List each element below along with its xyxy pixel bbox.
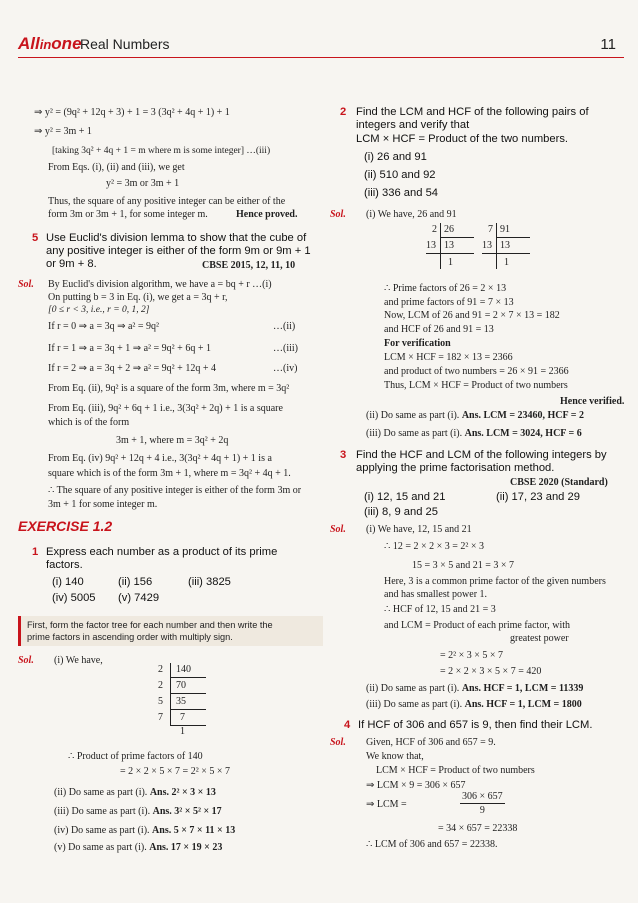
- text-line: From Eq. (ii), 9q² is a square of the form 3m, where m = 3q²: [48, 383, 290, 394]
- text-line: If r = 0 ⇒ a = 3q ⇒ a² = 9q²: [48, 321, 160, 332]
- quotient: 1: [504, 257, 509, 268]
- text-line: ⇒ LCM × 9 = 306 × 657: [366, 780, 466, 791]
- text-line: (iv) Do same as part (i). Ans. 5 × 7 × 11 × 13: [54, 825, 236, 836]
- text-line: …(iii): [273, 343, 298, 354]
- text-line: (ii) Do same as part (i). Ans. 2² × 3 × 13: [54, 787, 216, 798]
- text-line: Hence verified.: [560, 396, 625, 407]
- divisor: 7: [488, 224, 493, 235]
- division-bar: [496, 223, 497, 269]
- option: (iii) 3825: [188, 576, 231, 588]
- dividend: 7: [180, 712, 185, 723]
- divisor: 2: [158, 680, 163, 691]
- option: (ii) 510 and 92: [364, 169, 436, 181]
- option: (ii) 156: [118, 576, 153, 588]
- text-line: ∴ Prime factors of 26 = 2 × 13: [384, 283, 507, 294]
- text-line: …(ii): [273, 321, 296, 332]
- text-line: (ii) Do same as part (i). Ans. LCM = 23460, HCF = 2: [366, 410, 584, 421]
- dividend: 13: [500, 240, 510, 251]
- text-line: LCM × HCF = 182 × 13 = 2366: [384, 352, 513, 363]
- text-line: ∴ The square of any positive integer is either of the form 3m or: [48, 485, 302, 496]
- hint-text: First, form the factor tree for each number and then write the: [27, 620, 273, 630]
- fraction: [460, 790, 505, 817]
- text-line: Given, HCF of 306 and 657 = 9.: [366, 737, 496, 748]
- text-line: ⇒ y² = (9q² + 12q + 3) + 1 = 3 (3q² + 4q + 1) + 1: [34, 107, 230, 118]
- text-line: (i) We have, 26 and 91: [366, 209, 457, 220]
- dividend: 140: [176, 664, 191, 675]
- text-line: Thus, LCM × HCF = Product of two numbers: [384, 380, 568, 391]
- text-line: ∴ LCM of 306 and 657 = 22338.: [366, 839, 498, 850]
- brand-logo: Allinone: [18, 34, 82, 53]
- question-text: Find the LCM and HCF of the following pairs of: [356, 106, 589, 118]
- text-line: If r = 1 ⇒ a = 3q + 1 ⇒ a² = 9q² + 6q + 1: [48, 343, 211, 354]
- divisor: 2: [432, 224, 437, 235]
- solution-label: Sol.: [330, 209, 346, 220]
- text-line: = 2² × 3 × 5 × 7: [440, 650, 504, 661]
- text-line: greatest power: [510, 633, 569, 644]
- text-line: (iii) Do same as part (i). Ans. LCM = 3024, HCF = 6: [366, 428, 582, 439]
- option: (iii) 8, 9 and 25: [364, 506, 439, 518]
- question-number: 2: [340, 106, 347, 118]
- text-line: If r = 2 ⇒ a = 3q + 2 ⇒ a² = 9q² + 12q + 4: [48, 363, 216, 374]
- solution-label: Sol.: [18, 655, 34, 666]
- division-table-26: [426, 223, 476, 275]
- header-rule: [18, 57, 624, 58]
- question-tag: CBSE 2020 (Standard): [510, 477, 608, 488]
- text-line: ∴ HCF of 12, 15 and 21 = 3: [384, 604, 496, 615]
- option: (iii) 336 and 54: [364, 187, 439, 199]
- question-text: Express each number as a product of its prime: [46, 546, 278, 558]
- quotient: 1: [180, 726, 185, 737]
- text-line: and has smallest power 1.: [384, 589, 488, 600]
- solution-label: Sol.: [18, 279, 34, 290]
- text-line: = 2 × 2 × 5 × 7 = 2² × 5 × 7: [120, 766, 230, 777]
- option: (i) 140: [52, 576, 84, 588]
- text-line: [taking 3q² + 4q + 1 = m where m is some integer] …(iii): [52, 146, 271, 156]
- division-rule: [440, 237, 474, 238]
- question-number: 4: [344, 719, 351, 731]
- divisor: 5: [158, 696, 163, 707]
- text-line: Hence proved.: [236, 209, 298, 220]
- divisor: 13: [482, 240, 492, 251]
- chapter-title: Real Numbers: [80, 36, 170, 52]
- question-text: applying the prime factorisation method.: [356, 462, 555, 474]
- division-rule: [170, 709, 206, 710]
- text-line: 15 = 3 × 5 and 21 = 3 × 7: [412, 560, 514, 571]
- question-text: factors.: [46, 559, 83, 571]
- question-text: LCM × HCF = Product of the two numbers.: [356, 133, 569, 145]
- text-line: ⇒ y² = 3m + 1: [34, 126, 92, 137]
- question-text: any positive integer is either of the form 9m or 9m + 1: [46, 245, 311, 257]
- text-line: (ii) Do same as part (i). Ans. HCF = 1, LCM = 11339: [366, 683, 584, 694]
- exercise-heading: EXERCISE 1.2: [18, 518, 113, 534]
- text-line: and LCM = Product of each prime factor, with: [384, 620, 571, 631]
- solution-label: Sol.: [330, 737, 346, 748]
- text-line: By Euclid's division algorithm, we have a = bq + r …(i): [48, 279, 272, 290]
- question-number: 5: [32, 232, 39, 244]
- option: (i) 12, 15 and 21: [364, 491, 446, 503]
- text-line: For verification: [384, 338, 451, 349]
- fraction-numerator: 306 × 657: [462, 791, 503, 802]
- divisor: 13: [426, 240, 436, 251]
- quotient: 1: [448, 257, 453, 268]
- text-line: and HCF of 26 and 91 = 13: [384, 324, 494, 335]
- question-tag: CBSE 2015, 12, 11, 10: [202, 260, 296, 271]
- text-line: (i) We have,: [54, 655, 103, 666]
- text-line: LCM × HCF = Product of two numbers: [376, 765, 535, 776]
- question-text: If HCF of 306 and 657 is 9, then find their LCM.: [358, 719, 593, 731]
- text-line: We know that,: [366, 751, 424, 762]
- text-line: Thus, the square of any positive integer can be either of the: [48, 196, 286, 207]
- page-header: [18, 34, 624, 54]
- text-line: Now, LCM of 26 and 91 = 2 × 7 × 13 = 182: [384, 310, 560, 321]
- dividend: 35: [176, 696, 186, 707]
- fraction-denominator: 9: [479, 805, 485, 816]
- text-line: = 34 × 657 = 22338: [438, 823, 518, 834]
- text-line: and product of two numbers = 26 × 91 = 2366: [384, 366, 569, 377]
- division-table-140: [156, 663, 216, 743]
- divisor: 2: [158, 664, 163, 675]
- text-line: = 2 × 2 × 3 × 5 × 7 = 420: [440, 666, 542, 677]
- text-line: and prime factors of 91 = 7 × 13: [384, 297, 514, 308]
- divisor: 7: [158, 712, 163, 723]
- text-line: ⇒ LCM =: [366, 799, 407, 810]
- dividend: 70: [176, 680, 186, 691]
- division-bar: [170, 663, 171, 725]
- text-line: [0 ≤ r < 3, i.e., r = 0, 1, 2]: [48, 305, 150, 315]
- division-rule: [482, 253, 530, 254]
- text-line: 3m + 1 for some integer m.: [48, 499, 158, 510]
- option: (i) 26 and 91: [364, 151, 427, 163]
- division-table-91: [482, 223, 532, 275]
- option: (iv) 5005: [52, 592, 96, 604]
- solution-label: Sol.: [330, 524, 346, 535]
- text-line: (iii) Do same as part (i). Ans. HCF = 1, LCM = 1800: [366, 699, 582, 710]
- option: (ii) 17, 23 and 29: [496, 491, 580, 503]
- text-line: ∴ 12 = 2 × 2 × 3 = 2² × 3: [384, 541, 485, 552]
- text-line: On putting b = 3 in Eq. (i), we get a = 3q + r,: [48, 292, 228, 303]
- division-rule: [170, 693, 206, 694]
- text-line: …(iv): [273, 363, 298, 374]
- text-line: (iii) Do same as part (i). Ans. 3² × 5² × 17: [54, 806, 222, 817]
- option: (v) 7429: [118, 592, 160, 604]
- text-line: (v) Do same as part (i). Ans. 17 × 19 × 23: [54, 842, 223, 853]
- text-line: square which is of the form 3m + 1, where m = 3q² + 4q + 1.: [48, 468, 291, 479]
- text-line: 3m + 1, where m = 3q² + 2q: [116, 435, 229, 446]
- question-text: Use Euclid's division lemma to show that the cube of: [46, 232, 307, 244]
- division-rule: [426, 253, 474, 254]
- text-line: From Eq. (iv) 9q² + 12q + 4 i.e., 3(3q² + 4q + 1) + 1 is a: [48, 453, 272, 464]
- hint-box: [18, 616, 323, 646]
- text-line: which is of the form: [48, 417, 130, 428]
- text-line: form 3m or 3m + 1, for some integer m.: [48, 209, 208, 220]
- page-number: 11: [600, 36, 616, 53]
- text-line: ∴ Product of prime factors of 140: [68, 751, 203, 762]
- question-text: Find the HCF and LCM of the following integers by: [356, 449, 607, 461]
- division-rule: [170, 725, 206, 726]
- question-number: 3: [340, 449, 347, 461]
- hint-text: prime factors in ascending order with multiply sign.: [27, 632, 233, 642]
- text-line: Here, 3 is a common prime factor of the given numbers: [384, 576, 606, 587]
- text-line: From Eq. (iii), 9q² + 6q + 1 i.e., 3(3q² + 2q) + 1 is a square: [48, 403, 283, 414]
- division-rule: [496, 237, 530, 238]
- dividend: 13: [444, 240, 454, 251]
- division-rule: [170, 677, 206, 678]
- question-text: or 9m + 8.: [46, 258, 97, 270]
- dividend: 26: [444, 224, 454, 235]
- dividend: 91: [500, 224, 510, 235]
- division-bar: [440, 223, 441, 269]
- text-line: y² = 3m or 3m + 1: [106, 178, 180, 189]
- question-number: 1: [32, 546, 39, 558]
- text-line: From Eqs. (i), (ii) and (iii), we get: [48, 162, 185, 173]
- text-line: (i) We have, 12, 15 and 21: [366, 524, 472, 535]
- question-text: integers and verify that: [356, 119, 470, 131]
